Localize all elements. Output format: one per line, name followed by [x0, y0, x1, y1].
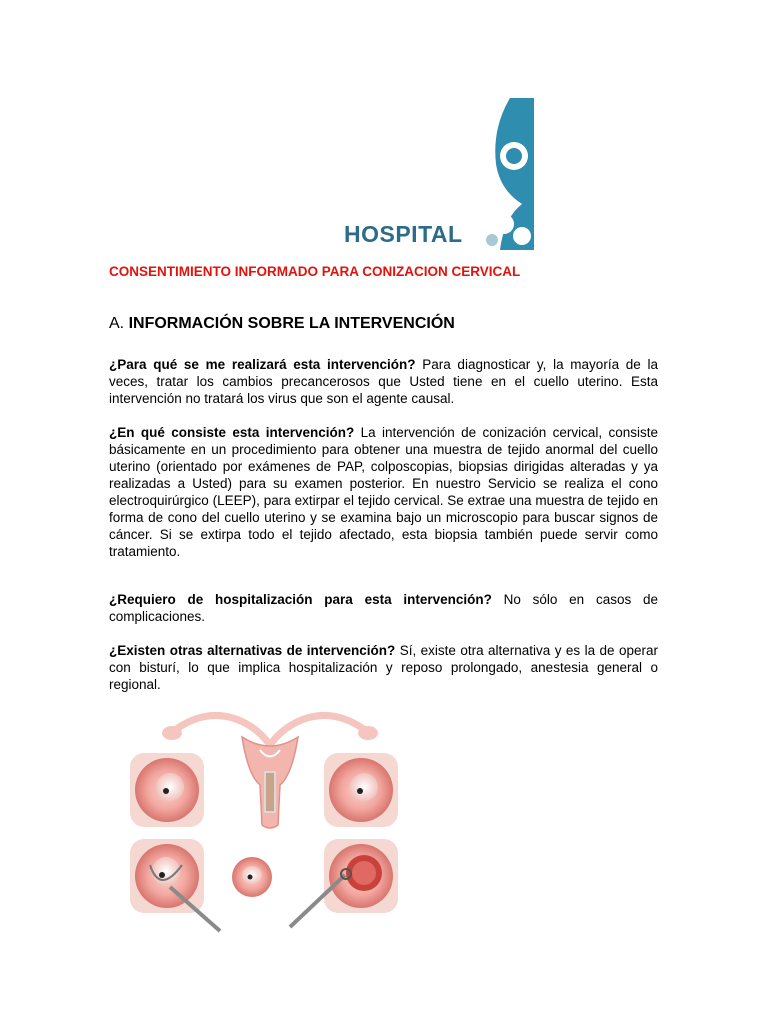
conization-illustration	[120, 705, 420, 935]
document-title: CONSENTIMIENTO INFORMADO PARA CONIZACION CERVICAL	[109, 264, 521, 279]
paragraph-question: ¿Para qué se me realizará esta intervención?	[109, 357, 416, 372]
paragraph-answer: Sí, existe otra alternativa y es la de operar con bisturí, lo que implica hospitalización y reposo prolongado, anestesia general o regional.	[109, 643, 658, 692]
section-letter: A.	[109, 315, 125, 332]
hospital-logo-mark-icon	[470, 98, 534, 250]
cervix-panel-top-right	[324, 753, 398, 827]
paragraph-procedure	[109, 424, 658, 560]
excised-cone-sample	[232, 857, 272, 897]
cervix-panel-top-left	[130, 753, 204, 827]
hospital-logo	[338, 98, 534, 250]
paragraph-question: ¿Requiero de hospitalización para esta intervención?	[109, 592, 492, 607]
cervix-panel-bottom-left	[130, 839, 220, 931]
paragraph-answer: La intervención de conización cervical, consiste básicamente en un procedimiento para obtener una muestra de tejido anormal del cuello uterino (orientado por exámenes de PAP, colposcopias, biopsias dirigidas alteradas y ya realizadas a Usted) para su examen posterior. En nuestro Servicio se realiza el cono electroquirúrgico (LEEP), para extirpar el tejido cervical. Se extrae una muestra de tejido en forma de cono del cuello uterino y se examina bajo un microscopio para buscar signos de cáncer. Si se extirpa todo el tejido afectado, esta biopsia también puede servir como tratamiento.	[109, 425, 659, 559]
paragraph-hospitalization	[109, 591, 658, 625]
logo-text: HOSPITAL	[344, 221, 463, 247]
paragraph-answer: Para diagnosticar y, la mayoría de la veces, tratar los cambios precancerosos que Usted tiene en el cuello uterino. Esta intervención no tratará los virus que son el agente causal.	[109, 357, 658, 406]
section-heading	[109, 315, 669, 333]
paragraph-answer: No sólo en casos de complicaciones.	[109, 592, 658, 624]
cervix-panel-bottom-right	[290, 839, 398, 927]
section-heading-text: INFORMACIÓN SOBRE LA INTERVENCIÓN	[128, 315, 455, 332]
paragraph-question: ¿Existen otras alternativas de intervención?	[109, 643, 396, 658]
paragraph-question: ¿En qué consiste esta intervención?	[109, 425, 355, 440]
paragraph-alternatives	[109, 642, 658, 693]
paragraph-purpose	[109, 356, 658, 407]
